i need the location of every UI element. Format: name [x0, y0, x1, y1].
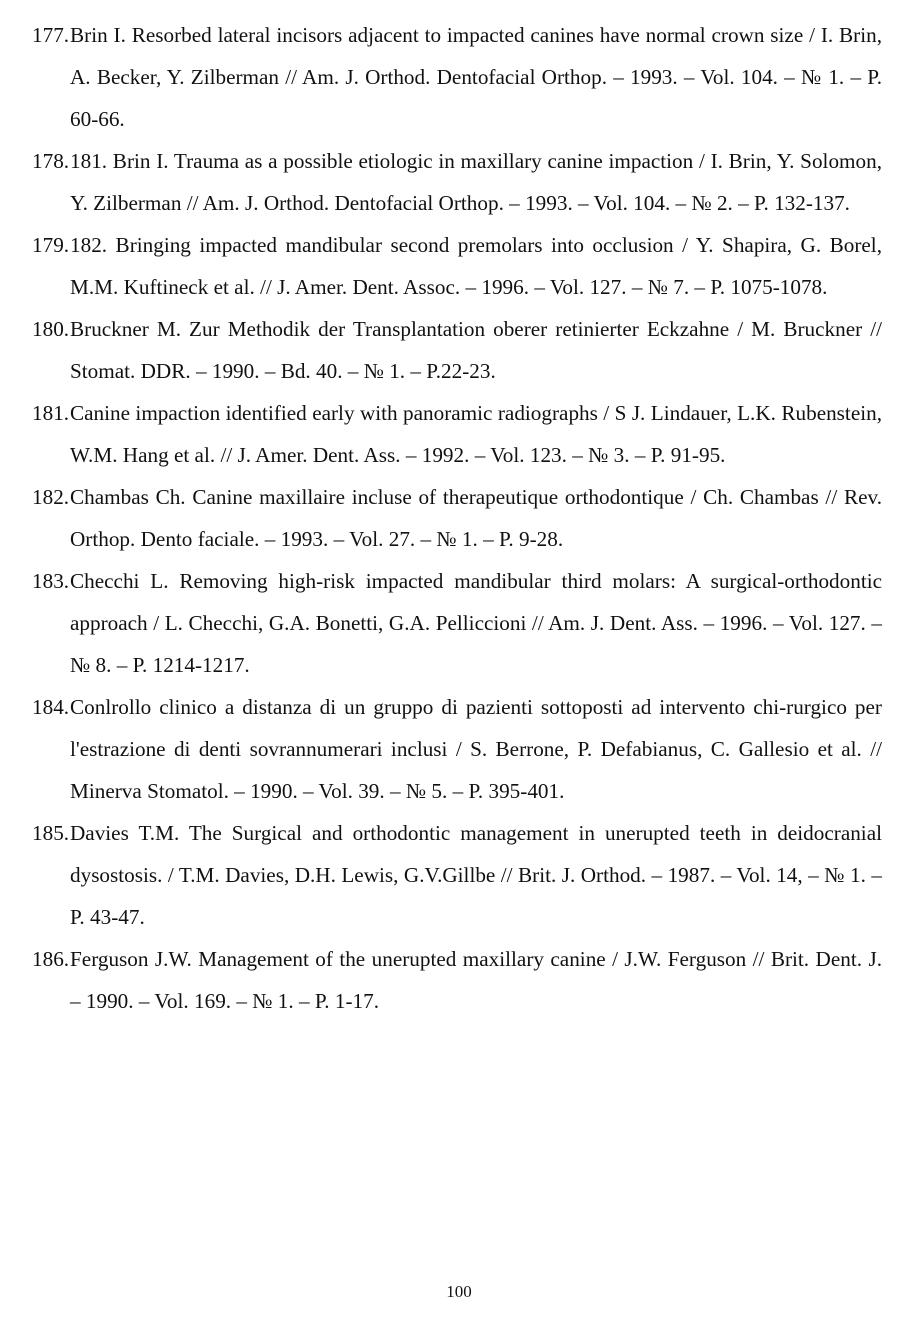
reference-text: Checchi L. Removing high-risk impacted mandibular third molars: A surgical-orthodontic approach / L. Checchi, G.A. Bonetti, G.A. Pelliccioni // Am. J. Dent. Ass. – 1996. – Vol. 127. – № 8. – P. 1214-1217. [70, 569, 882, 677]
page-number: 100 [446, 1282, 472, 1301]
reference-number: 180. [32, 317, 70, 341]
reference-item [32, 812, 882, 938]
reference-item [32, 308, 882, 392]
reference-text: Chambas Ch. Canine maxillaire incluse of therapeutique orthodontique / Ch. Chambas // Rev. Orthop. Dento faciale. – 1993. – Vol. 27. – № 1. – P. 9-28. [70, 485, 882, 551]
reference-text: 182. Bringing impacted mandibular second premolars into occlusion / Y. Shapira, G. Borel, M.M. Kuftineck et al. // J. Amer. Dent. Assoc. – 1996. – Vol. 127. – № 7. – P. 1075-1078. [70, 233, 882, 299]
reference-item [32, 938, 882, 1022]
reference-item [32, 140, 882, 224]
reference-text: Ferguson J.W. Management of the unerupted maxillary canine / J.W. Ferguson // Brit. Dent. J. – 1990. – Vol. 169. – № 1. – P. 1-17. [70, 947, 882, 1013]
reference-text: Bruckner M. Zur Methodik der Transplantation oberer retinierter Eckzahne / M. Bruckner // Stomat. DDR. – 1990. – Bd. 40. – № 1. – P.22-23. [70, 317, 882, 383]
reference-text: 181. Brin I. Trauma as a possible etiologic in maxillary canine impaction / I. Brin, Y. Solomon, Y. Zilberman // Am. J. Orthod. Dentofacial Orthop. – 1993. – Vol. 104. – № 2. – P. 132-137. [70, 149, 882, 215]
reference-list [32, 14, 882, 1022]
reference-number: 183. [32, 569, 70, 593]
reference-number: 178. [32, 149, 70, 173]
reference-text: Conlrollo clinico a distanza di un gruppo di pazienti sottoposti ad intervento chi-rurgico per l'estrazione di denti sovrannumerari inclusi / S. Berrone, P. Defabianus, C. Gallesio et al. // Minerva Stomatol. – 1990. – Vol. 39. – № 5. – P. 395-401. [70, 695, 882, 803]
reference-number: 177. [32, 23, 70, 47]
reference-item [32, 560, 882, 686]
reference-text: Canine impaction identified early with panoramic radiographs / S J. Lindauer, L.K. Rubenstein, W.M. Hang et al. // J. Amer. Dent. Ass. – 1992. – Vol. 123. – № 3. – P. 91-95. [70, 401, 882, 467]
reference-item [32, 476, 882, 560]
reference-number: 186. [32, 947, 70, 971]
reference-number: 184. [32, 695, 70, 719]
reference-number: 179. [32, 233, 70, 257]
reference-number: 182. [32, 485, 70, 509]
reference-text: Brin I. Resorbed lateral incisors adjacent to impacted canines have normal crown size / I. Brin, A. Becker, Y. Zilberman // Am. J. Orthod. Dentofacial Orthop. – 1993. – Vol. 104. – № 1. – P. 60-66. [70, 23, 882, 131]
reference-number: 181. [32, 401, 70, 425]
reference-item [32, 224, 882, 308]
reference-item [32, 14, 882, 140]
reference-item [32, 392, 882, 476]
reference-item [32, 686, 882, 812]
reference-text: Davies T.M. The Surgical and orthodontic management in unerupted teeth in deidocranial dysostosis. / T.M. Davies, D.H. Lewis, G.V.Gillbe // Brit. J. Orthod. – 1987. – Vol. 14, – № 1. – P. 43-47. [70, 821, 882, 929]
reference-number: 185. [32, 821, 70, 845]
